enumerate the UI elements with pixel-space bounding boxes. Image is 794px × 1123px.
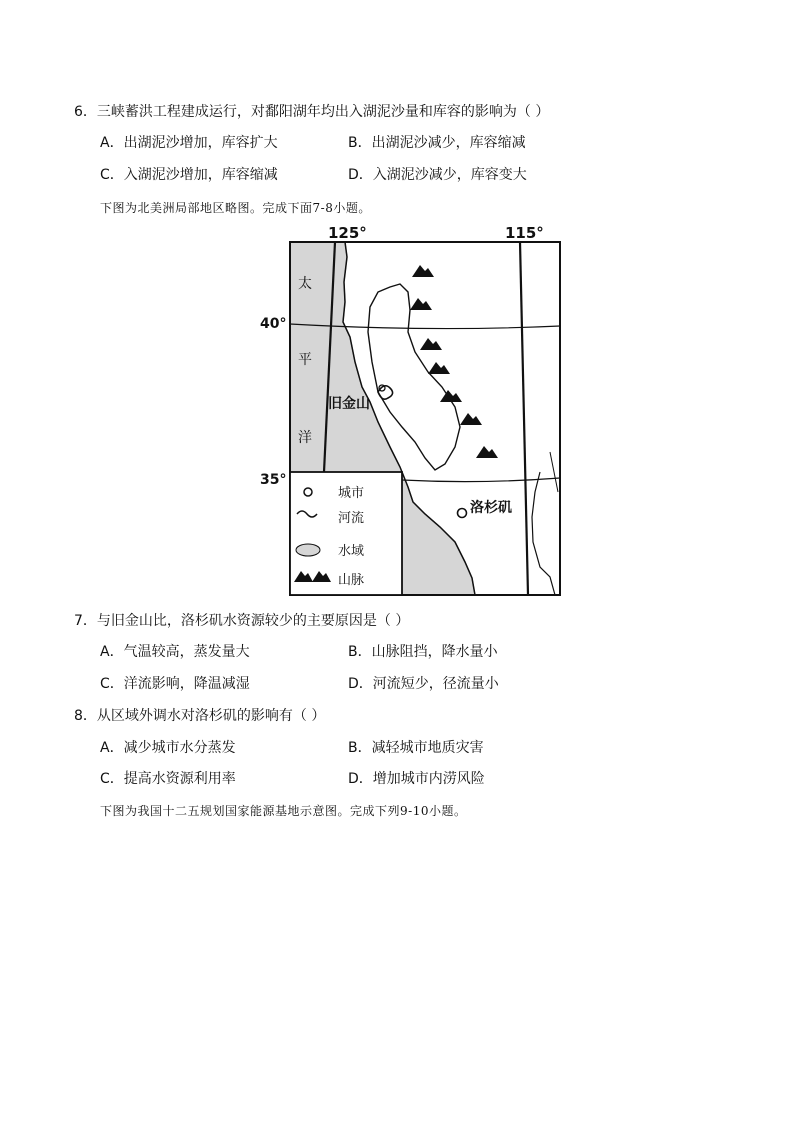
ocean-char-3: 洋 (298, 430, 312, 446)
mountain-range (410, 265, 498, 458)
q8-option-b: B．减轻城市地质灾害 (348, 740, 484, 756)
intro-9-10: 下图为我国十二五规划国家能源基地示意图。完成下列9-10小题。 (100, 804, 467, 818)
q8-option-c: C．提高水资源利用率 (100, 771, 236, 787)
legend-label-water: 水域 (338, 544, 365, 559)
q8-option-d: D．增加城市内涝风险 (348, 771, 485, 787)
la-city-marker (458, 509, 467, 518)
q7-option-a: A．气温较高，蒸发量大 (100, 644, 250, 660)
legend-label-city: 城市 (338, 486, 365, 501)
mountain-icon (410, 298, 432, 310)
city-label-san-francisco: 旧金山 (328, 396, 370, 412)
legend-label-river: 河流 (338, 511, 365, 526)
q6-option-a: A．出湖泥沙增加，库容扩大 (100, 135, 278, 151)
q6-option-c: C．入湖泥沙增加，库容缩减 (100, 167, 278, 183)
mountain-icon (412, 265, 434, 277)
north-america-map (250, 222, 570, 600)
q7-option-d: D．河流短少，径流量小 (348, 676, 499, 692)
mountain-icon (428, 362, 450, 374)
water-ellipse-icon (296, 544, 320, 556)
q7-option-c: C．洋流影响，降温减湿 (100, 676, 250, 692)
lat-label-40: 40° (260, 316, 287, 332)
lon-label-125: 125° (328, 224, 367, 242)
q6-option-d: D．入湖泥沙减少，库容变大 (348, 167, 527, 183)
question-7-stem: 7．与旧金山比，洛杉矶水资源较少的主要原因是（ ） (74, 613, 410, 629)
question-8-stem: 8．从区域外调水对洛杉矶的影响有（ ） (74, 708, 326, 724)
q7-option-b: B．山脉阻挡，降水量小 (348, 644, 498, 660)
city-label-los-angeles: 洛杉矶 (470, 500, 512, 516)
ocean-char-1: 太 (298, 276, 312, 292)
mountain-icon (440, 390, 462, 402)
mountain-icon (460, 413, 482, 425)
lon-label-115: 115° (505, 224, 544, 242)
question-6-stem: 6．三峡蓄洪工程建成运行，对鄱阳湖年均出入湖泥沙量和库容的影响为（ ） (74, 104, 550, 120)
mountain-icon (476, 446, 498, 458)
q6-option-b: B．出湖泥沙减少，库容缩减 (348, 135, 526, 151)
city-circle-icon (304, 488, 312, 496)
lat-label-35: 35° (260, 472, 287, 488)
mountain-icon (420, 338, 442, 350)
legend-label-mountain: 山脉 (338, 573, 365, 588)
intro-7-8: 下图为北美洲局部地区略图。完成下面7-8小题。 (100, 201, 371, 215)
ocean-char-2: 平 (298, 352, 312, 368)
q8-option-a: A．减少城市水分蒸发 (100, 740, 236, 756)
